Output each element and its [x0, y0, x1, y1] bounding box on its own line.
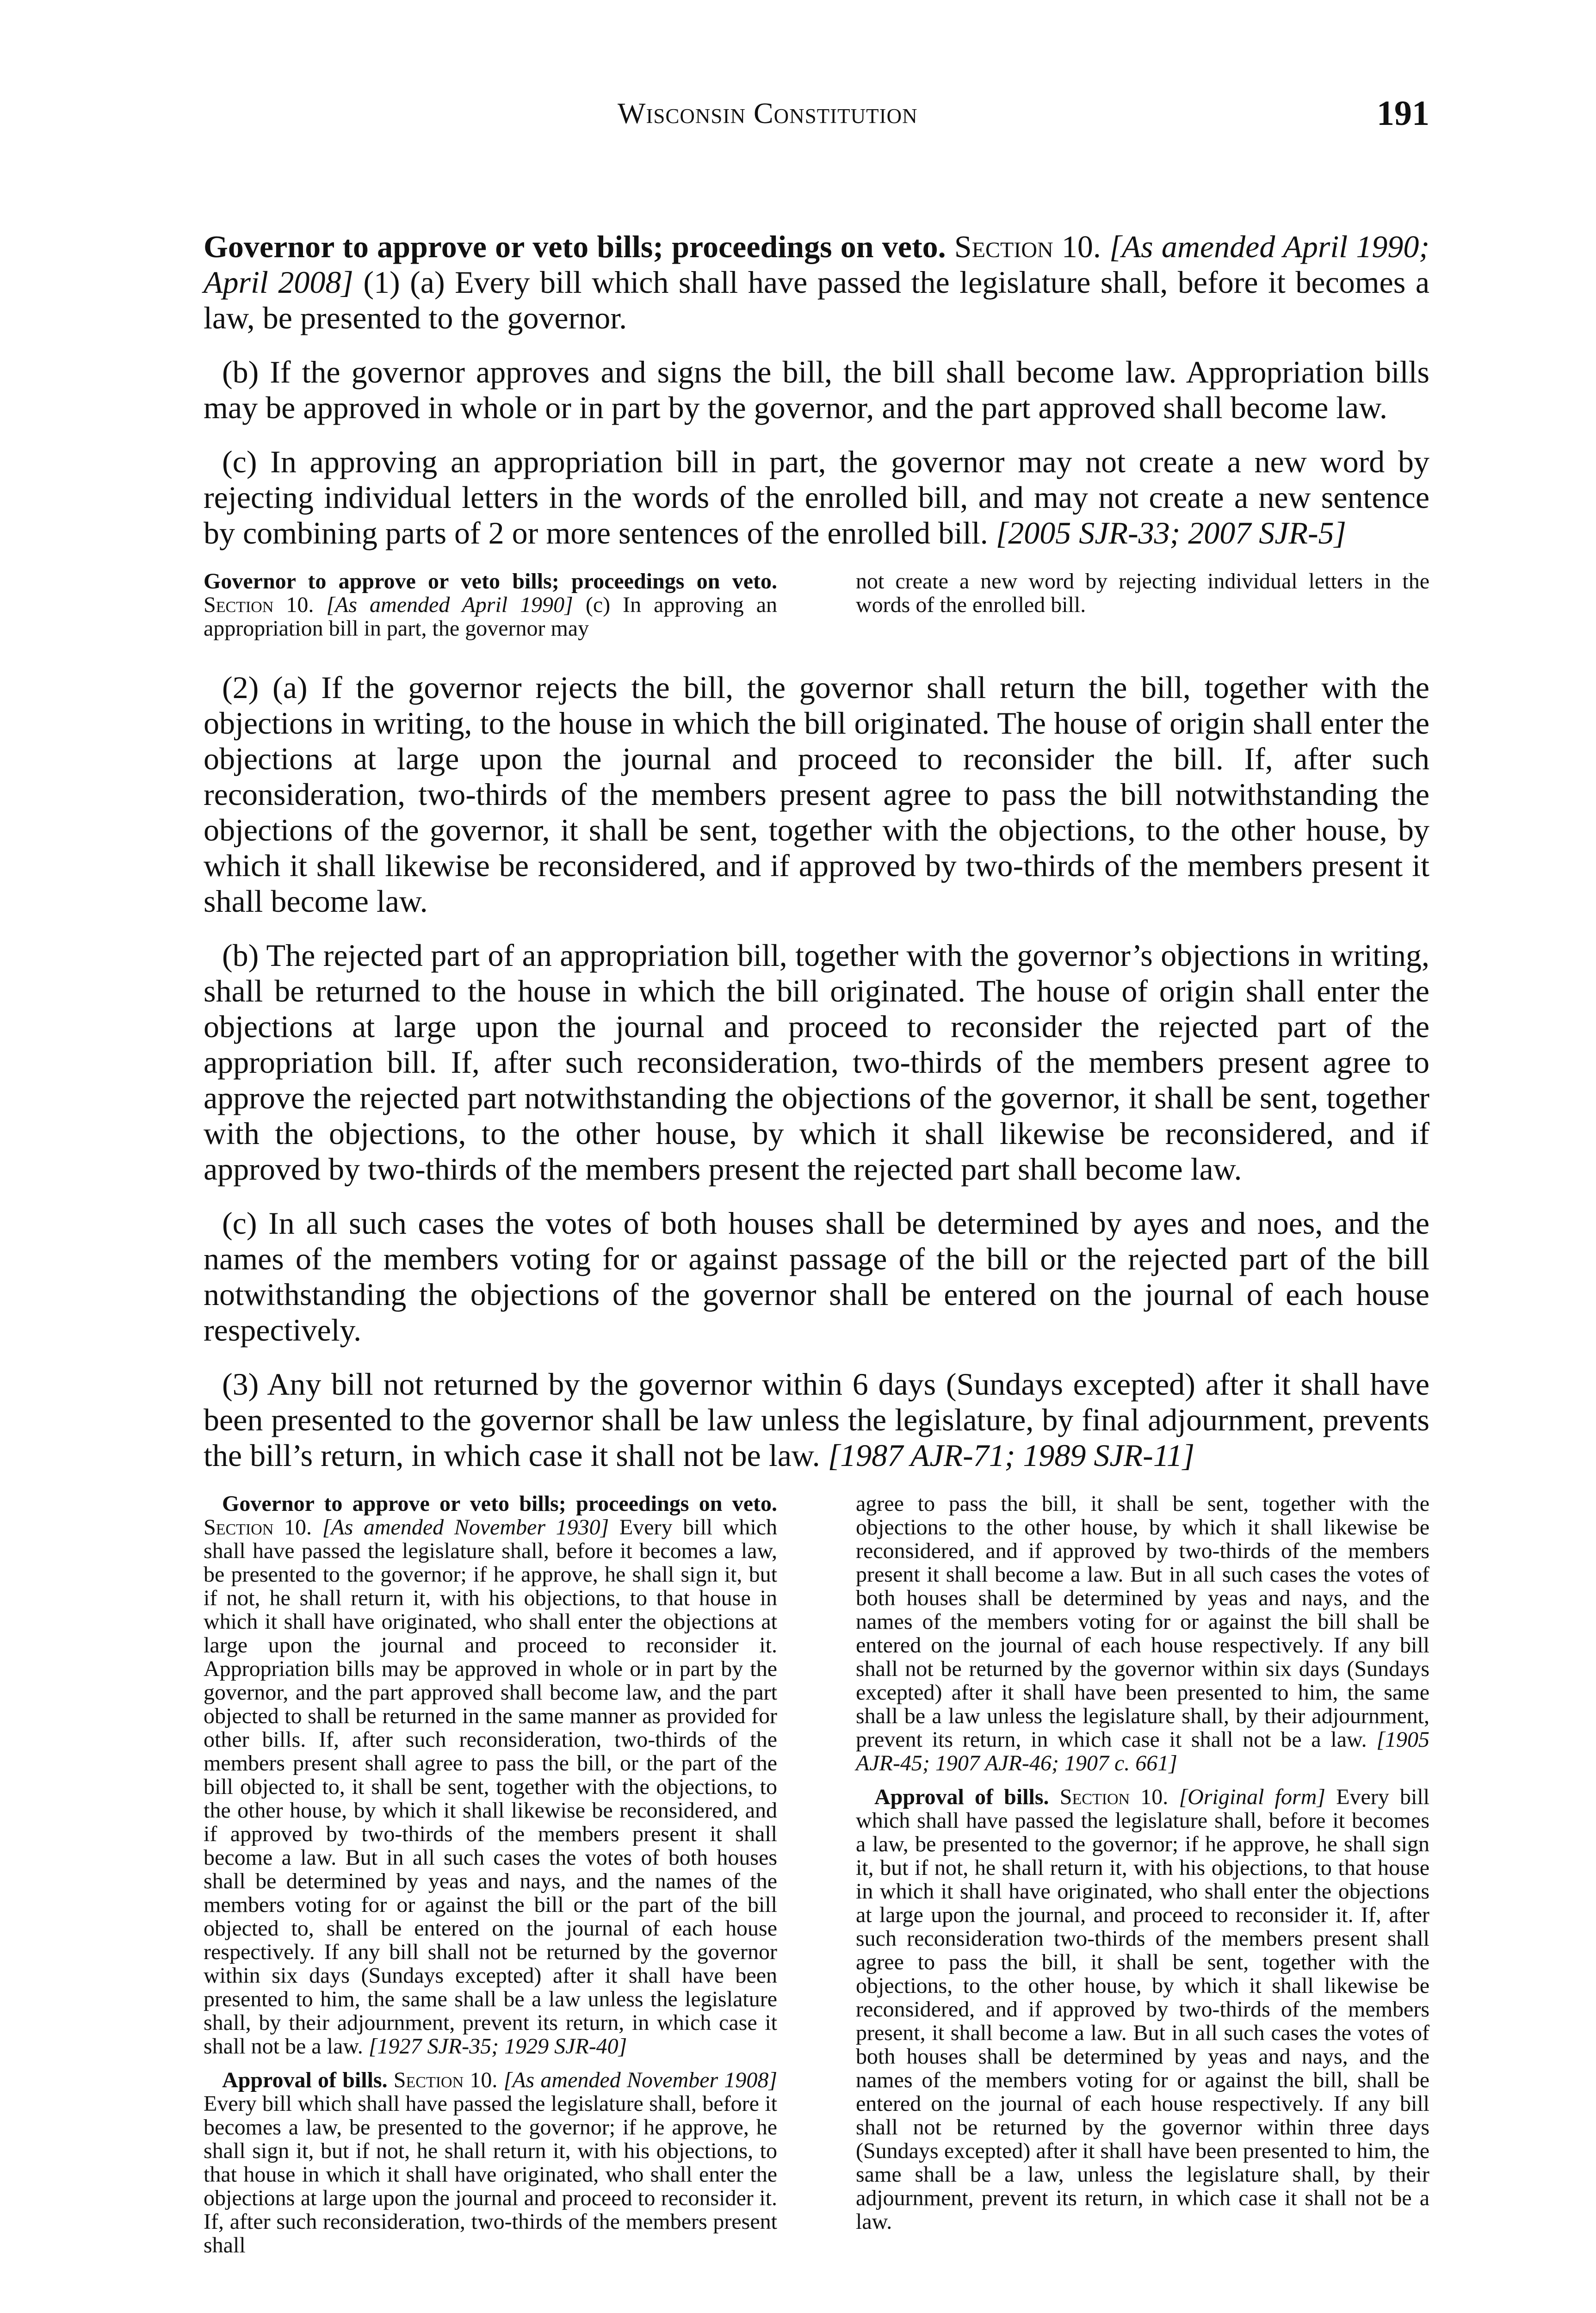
prior-1930-heading: Governor to approve or veto bills; proceedings on veto.	[222, 1491, 777, 1516]
prior-1908-amend-note: [As amended November 1908]	[503, 2068, 778, 2092]
page-number: 191	[1377, 94, 1429, 133]
original-section: Section 10.	[1059, 1785, 1169, 1809]
prior-1990-right-column	[856, 569, 1429, 650]
clause-3: (3) Any bill not returned by the governor within 6 days (Sundays excepted) after it shall have been presented to the governor shall be law unless the legislature, by final adjournment, prevents the bill’s return, in which case it shall not be law.	[204, 1367, 1429, 1473]
prior-1908-continued	[856, 1492, 1429, 1775]
section-heading: Governor to approve or veto bills; proceedings on veto.	[204, 229, 946, 264]
prior-1908-text-right: agree to pass the bill, it shall be sent, together with the objections to the other house, by which it shall likewise be reconsidered, and if approved by two-thirds of the members present it shall become a law. But in all such cases the votes of both houses shall be determined by yeas and nays, and the names of the members voting for or against the bill shall be entered on the journal of each house respectively. If any bill shall not be returned by the governor within six days (Sundays excepted) after it shall have been presented to him, the same shall be a law unless the legislature shall, by their adjournment, prevent its return, in which case it shall not be a law.	[856, 1491, 1429, 1752]
original-text: Every bill which shall have passed the legislature shall, before it becomes a law, be presented to the governor; if he approve, he shall sign it, but if not, he shall return it, with his objections, to that house in which it shall have originated, who shall enter the objections at large upon the journal, and proceed to reconsider it. If, after such reconsideration two-thirds of the members present shall agree to pass the bill, it shall be sent, together with the objections, to the other house, by which it shall likewise be reconsidered, and if approved by two-thirds of the members present, it shall become a law. But in all such cases the votes of both houses shall be determined by yeas and nays, and the names of the members voting for or against the bill, shall be entered on the journal of each house respectively. If any bill shall not be returned by the governor within three days (Sundays excepted) after it shall have been presented to him, the same shall be a law, unless the legislature shall, by their adjournment, prevent its return, in which case it shall not be a law.	[856, 1785, 1430, 2234]
prior-versions-columns	[204, 1492, 1429, 2267]
running-title: Wisconsin Constitution	[618, 97, 918, 130]
prior-1990-left-column	[204, 569, 777, 650]
prior-1930-amend-note: [As amended November 1930]	[322, 1515, 609, 1540]
prior-1930-note: [1927 SJR-35; 1929 SJR-40]	[368, 2034, 627, 2059]
prior-1990-amend-note: [As amended April 1990]	[326, 593, 573, 617]
prior-1930-version	[204, 1492, 777, 2058]
prior-1930-section: Section 10.	[204, 1515, 312, 1540]
clause-1b: (b) If the governor approves and signs the bill, the bill shall become law. Appropriation bills may be approved in whole or in part by the governor, and the part approved shall become law.	[204, 354, 1429, 425]
prior-1990-section: Section 10.	[204, 593, 314, 617]
page-header	[204, 93, 1429, 139]
prior-1990-text-right: not create a new word by rejecting individual letters in the words of the enrolled bill.	[856, 569, 1429, 617]
clause-2c: (c) In all such cases the votes of both houses shall be determined by ayes and noes, and the names of the members voting for or against passage of the bill or the rejected part of the bill notwithstanding the objections of the governor shall be entered on the journal of each house respectively.	[204, 1206, 1429, 1348]
clause-2b: (b) The rejected part of an appropriation bill, together with the governor’s objections in writing, shall be returned to the house in which the bill originated. The house of origin shall enter the objections at large upon the journal and proceed to reconsider the rejected part of the appropriation bill. If, after such reconsideration, two-thirds of the members present agree to approve the rejected part notwithstanding the objections of the governor, it shall be sent, together with the objections, to the other house, by which it shall likewise be reconsidered, and if approved by two-thirds of the members present the rejected part shall become law.	[204, 938, 1429, 1187]
section-number: Section 10.	[954, 229, 1101, 264]
original-heading: Approval of bills.	[874, 1785, 1049, 1809]
prior-1990-heading: Governor to approve or veto bills; proceedings on veto.	[204, 569, 777, 594]
page-body	[204, 229, 1429, 2287]
prior-left-column	[204, 1492, 777, 2267]
original-version	[856, 1785, 1429, 2233]
prior-1930-text: Every bill which shall have passed the legislature shall, before it becomes a law, be presented to the governor; if he approve, he shall sign it, but if not, he shall return it, with his objections, to that house in which it shall have originated, who shall enter the objections at large upon the journal and proceed to reconsider it. Appropriation bills may be approved in whole or in part by the governor, and the part approved shall become law, and the part objected to shall be returned in the same manner as provided for other bills. If, after such reconsideration, two-thirds of the members present shall agree to pass the bill, or the part of the bill objected to, it shall be sent, together with the objections, to the other house, by which it shall likewise be reconsidered, and if approved by two-thirds of the members present it shall become a law. But in all such cases the votes of both houses shall be determined by yeas and nays, and the names of the members voting for or against the bill or the part of the bill objected to, shall be entered on the journal of each house respectively. If any bill shall not be returned by the governor within six days (Sundays excepted) after it shall have been presented to him, the same shall be a law unless the legislature shall, by their adjournment, prevent its return, in which case it shall not be a law.	[204, 1515, 778, 2059]
prior-1908-text-left: Every bill which shall have passed the legislature shall, before it becomes a law, be presented to the governor; if he approve, he shall sign it, but if not, he shall return it, with his objections, to that house in which it shall have originated, who shall enter the objections at large upon the journal and proceed to reconsider it. If, after such reconsideration, two-thirds of the members present shall	[204, 2091, 777, 2257]
prior-1908-version	[204, 2068, 777, 2257]
clause-1c-note: [2005 SJR-33; 2007 SJR-5]	[996, 515, 1347, 550]
prior-1908-heading: Approval of bills.	[222, 2068, 388, 2092]
clause-1c: (c) In approving an appropriation bill in part, the governor may not create a new word by rejecting individual letters in the words of the enrolled bill, and may not create a new sentence by combining parts of 2 or more sentences of the enrolled bill.	[204, 444, 1429, 550]
clause-2a: (2) (a) If the governor rejects the bill, the governor shall return the bill, together with the objections in writing, to the house in which the bill originated. The house of origin shall enter the objections at large upon the journal and proceed to reconsider the bill. If, after such reconsideration, two-thirds of the members present agree to pass the bill notwithstanding the objections of the governor, it shall be sent, together with the objections, to the other house, by which it shall likewise be reconsidered, and if approved by two-thirds of the members present it shall become law.	[204, 670, 1429, 919]
clause-3-note: [1987 AJR-71; 1989 SJR-11]	[828, 1438, 1195, 1473]
clause-1c-paragraph	[204, 444, 1429, 551]
original-amend-note: [Original form]	[1179, 1785, 1326, 1809]
prior-right-column	[856, 1492, 1429, 2267]
prior-1908-note: [1905 AJR-45; 1907 AJR-46; 1907 c. 661]	[856, 1727, 1429, 1775]
clause-1a: (1) (a) Every bill which shall have passed the legislature shall, before it becomes a law, be presented to the governor.	[204, 265, 1430, 335]
amendment-note: [As amended April 1990; April 2008]	[204, 229, 1429, 300]
clause-3-paragraph	[204, 1367, 1429, 1473]
section-10-current-heading-paragraph	[204, 229, 1429, 336]
prior-1990-text-left: (c) In approving an appropriation bill in part, the governor may	[204, 593, 778, 641]
prior-version-1990	[204, 569, 1429, 650]
prior-1908-section: Section 10.	[393, 2068, 498, 2092]
